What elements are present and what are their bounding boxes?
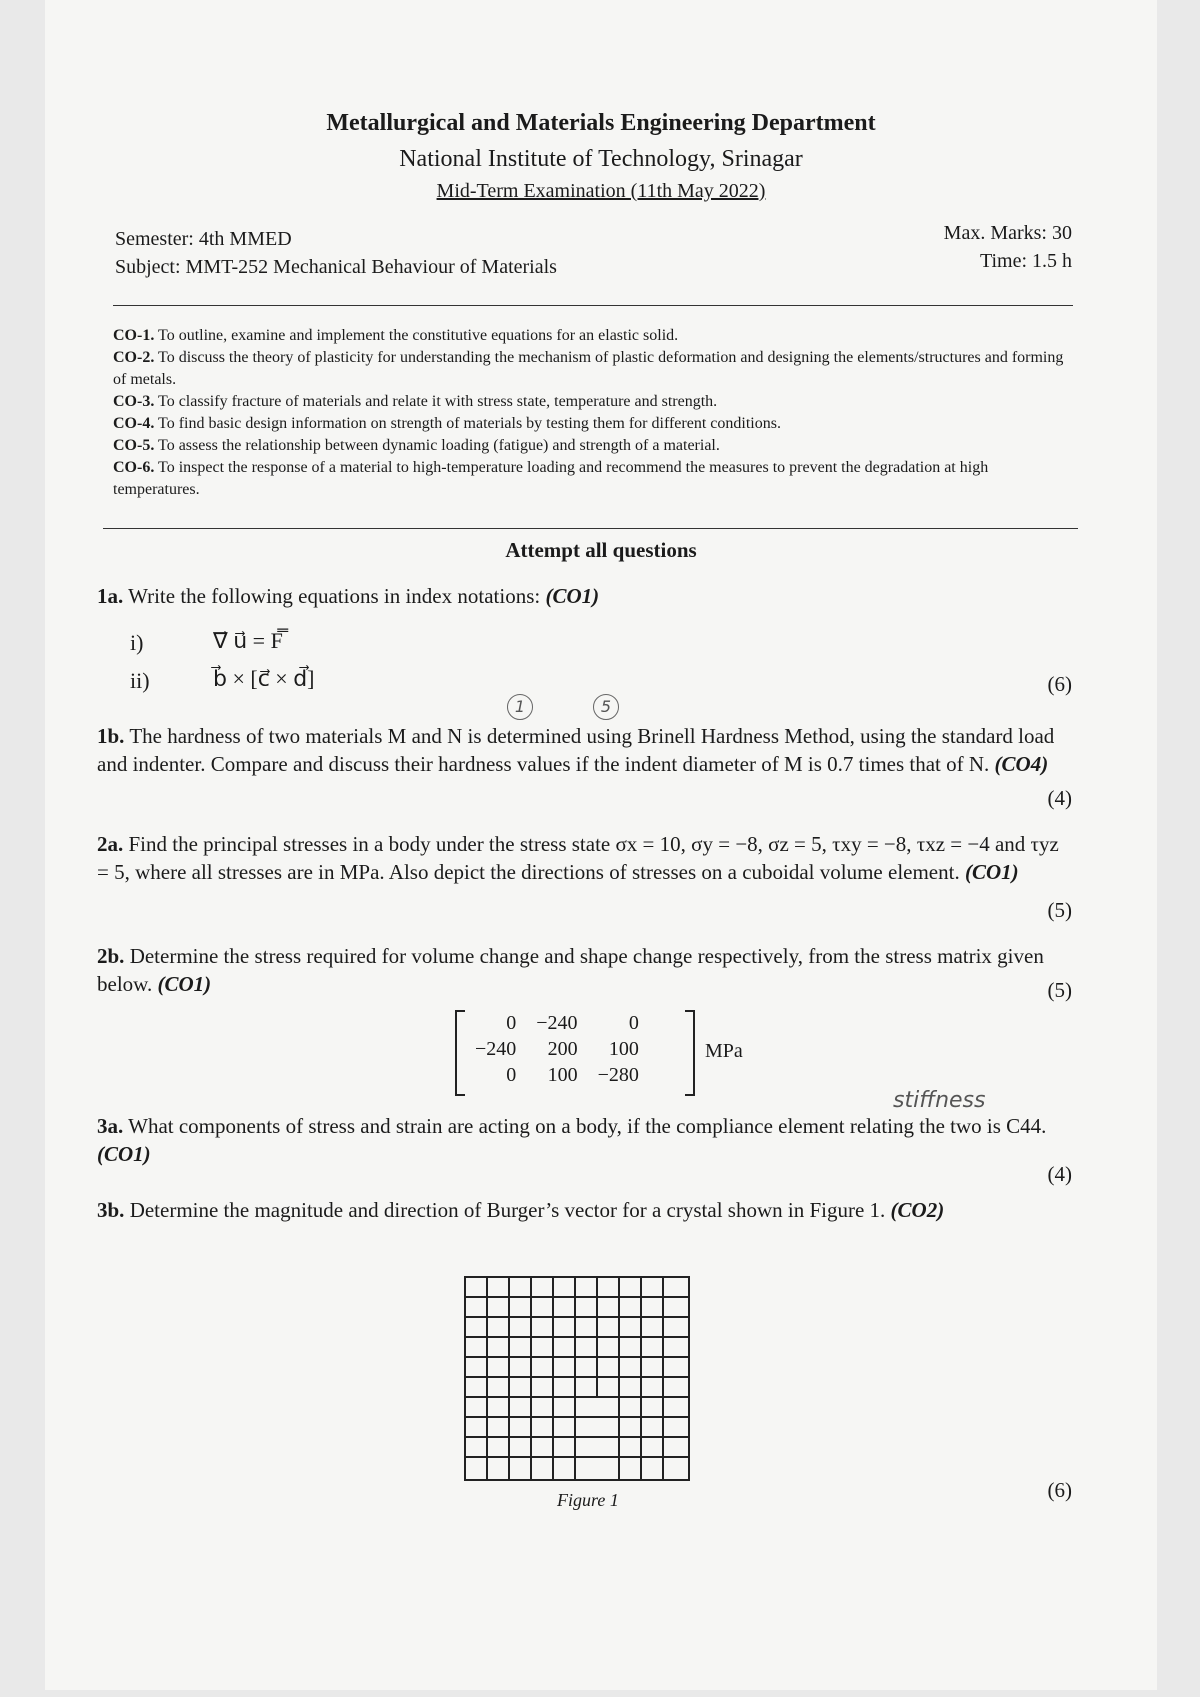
bracket-left — [455, 1010, 465, 1096]
handwritten-circle: 5 — [593, 694, 619, 720]
eq-label-1: i) — [130, 630, 144, 655]
marks-1b: (4) — [1047, 786, 1072, 810]
question-2b: 2b. Determine the stress required for volume change and shape change respectively, from the stress matrix given below. (CO1) — [97, 944, 1044, 996]
question-3b: 3b. Determine the magnitude and direction of Burger’s vector for a crystal shown in Figure 1. (CO2) — [97, 1198, 945, 1222]
co-list — [113, 325, 1073, 501]
co-item: CO-4. To find basic design information on strength of materials by testing them for different conditions. — [113, 415, 781, 432]
subject: Subject: MMT-252 Mechanical Behaviour of Materials — [115, 256, 557, 278]
matrix-cell: 0 — [628, 1011, 639, 1034]
handwritten-note: stiffness — [893, 1088, 986, 1113]
matrix-cell: 100 — [547, 1063, 578, 1086]
matrix-cell: 200 — [547, 1037, 578, 1060]
marks-2b: (5) — [1047, 978, 1072, 1002]
co-item: CO-3. To classify fracture of materials and relate it with stress state, temperature and strength. — [113, 393, 718, 410]
instruction: Attempt all questions — [505, 538, 697, 562]
max-marks: Max. Marks: 30 — [943, 222, 1072, 244]
crystal-grid-figure — [463, 1275, 693, 1485]
handwritten-circle: 1 — [507, 694, 533, 720]
co-item: CO-1. To outline, examine and implement the constitutive equations for an elastic solid. — [113, 327, 679, 344]
marks-1a: (6) — [1047, 672, 1072, 696]
matrix-row — [465, 1062, 649, 1088]
grid-border — [465, 1277, 689, 1480]
matrix-cell: 0 — [506, 1063, 517, 1086]
divider — [113, 305, 1073, 306]
semester: Semester: 4th MMED — [115, 228, 292, 250]
matrix-cell: 0 — [506, 1011, 517, 1034]
matrix-row — [465, 1010, 649, 1036]
marks-2a: (5) — [1047, 898, 1072, 922]
figure-caption: Figure 1 — [557, 1490, 619, 1510]
question-1a: 1a. Write the following equations in index notations: (CO1) — [97, 584, 600, 608]
exam-title: Mid-Term Examination (11th May 2022) — [436, 180, 766, 202]
eq-label-2: ii) — [130, 668, 150, 693]
question-2a: 2a. Find the principal stresses in a body under the stress state σx = 10, σy = −8, σz = 5, τxy = −8, τxz = −4 and τyz = 5, where all stresses are in MPa. Also depict the directions of stresses on a cuboidal volume element. (CO1) — [97, 832, 1059, 884]
co-item: CO-6. To inspect the response of a material to high-temperature loading and recommend the measures to prevent the degradation at high temperatures. — [113, 459, 989, 498]
question-3a: 3a. What components of stress and strain are acting on a body, if the compliance element relating the two is C44. (CO1) — [97, 1114, 1047, 1166]
stress-matrix — [455, 1010, 695, 1092]
matrix-cell: −240 — [536, 1011, 578, 1034]
marks-3b: (6) — [1047, 1478, 1072, 1502]
co-item: CO-5. To assess the relationship between dynamic loading (fatigue) and strength of a material. — [113, 437, 720, 454]
department-title: Metallurgical and Materials Engineering Department — [326, 110, 876, 136]
equation-2: b⃗ × [c⃗ × d⃗] — [213, 666, 315, 691]
equation-1: ∇⃗ u⃗ = F̿ — [213, 628, 283, 653]
question-1b: 1b. The hardness of two materials M and N is determined using Brinell Hardness Method, using the standard load and indenter. Compare and discuss their hardness values if the indent diameter of M is 0.7 times that of N. (CO4) — [97, 724, 1055, 776]
institute-name: National Institute of Technology, Srinagar — [399, 146, 803, 172]
matrix-unit: MPa — [705, 1040, 743, 1062]
matrix-cell: −280 — [597, 1063, 639, 1086]
exam-paper — [45, 0, 1157, 1690]
matrix-row — [465, 1036, 649, 1062]
co-item: CO-2. To discuss the theory of plasticity for understanding the mechanism of plastic deformation and designing the elements/structures and forming of metals. — [113, 349, 1064, 388]
divider — [103, 528, 1078, 529]
marks-3a: (4) — [1047, 1162, 1072, 1186]
matrix-cell: −240 — [475, 1037, 517, 1060]
matrix-cell: 100 — [608, 1037, 639, 1060]
bracket-right — [685, 1010, 695, 1096]
time-allowed: Time: 1.5 h — [979, 250, 1072, 272]
